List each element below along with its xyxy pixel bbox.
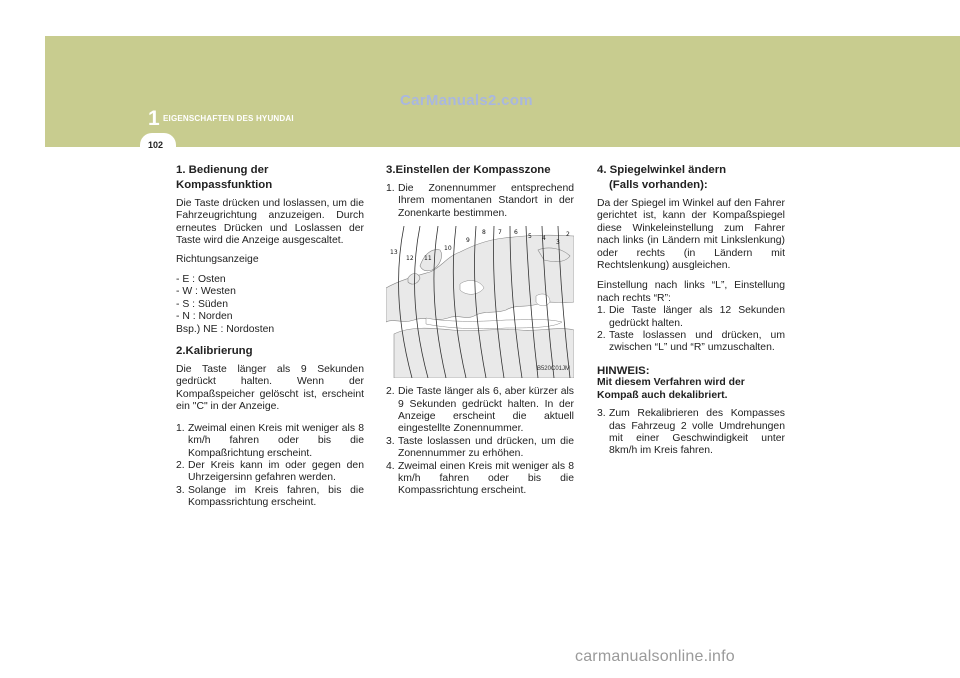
paragraph-calibration: Die Taste länger als 9 Sekunden gedrückt halten. Wenn der Kompaßspeicher gelöscht ist, erscheint ein "C" in der Anzeige. (176, 364, 364, 413)
direction-line: - W : Westen (176, 286, 236, 298)
list-number: 3. (386, 435, 395, 447)
list-number: 1. (597, 305, 606, 317)
note-body: Mit diesem Verfahren wird der Kompaß auch dekalibriert. (597, 377, 745, 401)
list-number: 1. (386, 183, 395, 194)
zone-label: 7 (498, 229, 502, 237)
list-text: Die Zonennummer entsprechend Ihrem momentanen Standort in der Zonenkarte bestimmen. (398, 183, 574, 219)
list-text: Solange im Kreis fahren, bis die Kompassrichtung erscheint. (188, 484, 364, 509)
list-item (386, 386, 574, 436)
paragraph-mirror-angle: Da der Spiegel im Winkel auf den Fahrer gerichtet ist, kann der Kompaßspiegel diese Winkeleinstellung zum Fahrer nach links (in Ländern mit Linkslenkung) oder rechts (in Ländern mit Rechtslenkung) ausgleichen. (597, 198, 785, 272)
column-right (597, 163, 785, 458)
zone-label: 5 (528, 233, 532, 241)
heading-compass-operation: 1. Bedienung der Kompassfunktion (176, 164, 273, 191)
list-text: Taste loslassen und drücken, um zwischen “L” und “R” umzuschalten. (609, 330, 785, 354)
zone-label: 6 (514, 229, 518, 237)
list-text: Der Kreis kann im oder gegen den Uhrzeigersinn gefahren werden. (188, 459, 364, 484)
heading-mirror-angle: 4. Spiegelwinkel ändern (597, 164, 727, 176)
list-number: 2. (386, 386, 395, 398)
zone-label: 8 (482, 229, 486, 237)
zone-label: 11 (424, 255, 432, 263)
direction-line: - E : Osten (176, 274, 226, 286)
chapter-title: EIGENSCHAFTEN DES HYUNDAI (163, 114, 294, 123)
column-left (176, 163, 364, 510)
direction-line: Bsp.) NE : Nordosten (176, 323, 275, 335)
direction-line: - S : Süden (176, 298, 228, 310)
list-item (386, 461, 574, 498)
list-text: Die Taste länger als 6, aber kürzer als 9 Sekunden gedrückt halten. In der Anzeige erscheint die aktuell eingestellte Zonennummer. (398, 386, 574, 435)
page-number: 102 (148, 140, 164, 150)
direction-line: - N : Norden (176, 311, 233, 323)
column-middle (386, 163, 574, 498)
direction-title: Richtungsanzeige (176, 253, 259, 265)
zone-label: 3 (556, 239, 560, 247)
list-item (176, 485, 364, 510)
zone-label: 4 (542, 235, 546, 243)
list-item (386, 436, 574, 461)
list-text: Die Taste länger als 12 Sekunden gedrückt halten. (609, 305, 785, 329)
map-caption: B520C01JM (536, 365, 570, 372)
list-text: Taste loslassen und drücken, um die Zonennummer zu erhöhen. (398, 435, 574, 460)
list-number: 3. (176, 484, 185, 496)
zone-map-figure (386, 226, 574, 378)
list-item (597, 330, 785, 355)
heading-mirror-angle-sub: (Falls vorhanden): (609, 179, 708, 191)
zone-label: 13 (390, 249, 398, 257)
heading-calibration: 2.Kalibrierung (176, 345, 253, 358)
paragraph-lr-setting: Einstellung nach links “L”, Einstellung nach rechts “R”: (597, 280, 785, 304)
chapter-number: 1 (148, 107, 160, 130)
zone-map (386, 226, 574, 378)
note-title: HINWEIS: (597, 364, 650, 377)
footer-watermark-link[interactable]: carmanualsonline.info (575, 648, 735, 665)
watermark-link[interactable]: CarManuals2.com (400, 92, 533, 109)
paragraph-operation: Die Taste drücken und loslassen, um die Fahrzeugrichtung anzuzeigen. Durch erneutes Drücken und Loslassen der Taste wird die Anzeige ausgescaltet. (176, 198, 364, 247)
zone-label: 10 (444, 245, 452, 253)
list-item (386, 183, 574, 220)
list-text: Zweimal einen Kreis mit weniger als 8 km/h fahren oder bis die Kompaßrichtung erscheint. (188, 422, 364, 459)
zone-label: 12 (406, 255, 414, 263)
list-number: 2. (597, 330, 606, 342)
list-item (597, 408, 785, 458)
list-text: Zum Rekalibrieren des Kompasses das Fahrzeug 2 volle Umdrehungen mit einer Geschwindigkeit unter 8km/h im Kreis fahren. (609, 408, 785, 457)
list-item (597, 305, 785, 330)
zone-label: 2 (566, 231, 570, 239)
list-item (176, 423, 364, 460)
list-number: 4. (386, 460, 395, 472)
list-text: Zweimal einen Kreis mit weniger als 8 km/h fahren oder bis die Kompassrichtung erscheint. (398, 460, 574, 497)
list-number: 2. (176, 459, 185, 471)
zone-label: 9 (466, 237, 470, 245)
list-number: 3. (597, 408, 606, 420)
list-number: 1. (176, 422, 185, 434)
list-item (176, 460, 364, 485)
heading-compass-zone: 3.Einstellen der Kompasszone (386, 164, 551, 176)
